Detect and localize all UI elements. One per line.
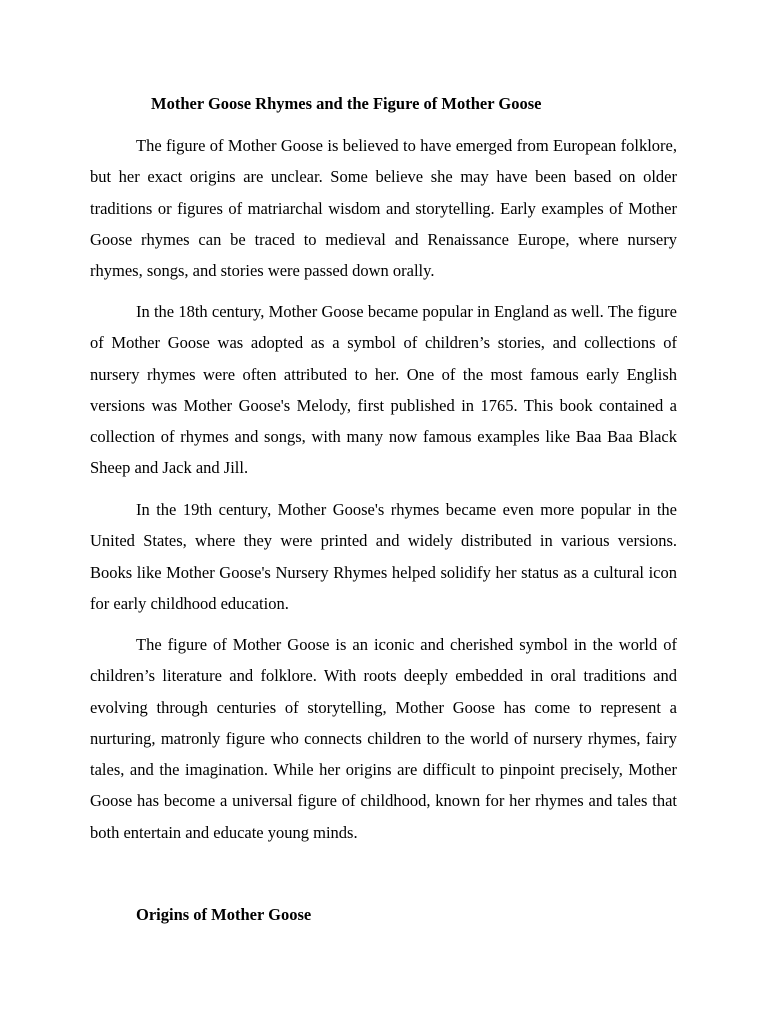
body-paragraph: In the 18th century, Mother Goose became popular in England as well. The figure of Mother Goose was adopted as a symbol of children’s stories, and collections of nursery rhymes were often attributed to her. One of the most famous early English versions was Mother Goose's Melody, first published in 1765. This book contained a collection of rhymes and songs, with many now famous examples like Baa Baa Black Sheep and Jack and Jill. bbox=[90, 302, 677, 478]
body-paragraph: The figure of Mother Goose is an iconic and cherished symbol in the world of children’s literature and folklore. With roots deeply embedded in oral traditions and evolving through centuries of storytelling, Mother Goose has come to represent a nurturing, matronly figure who connects children to the world of nursery rhymes, fairy tales, and the imagination. While her origins are difficult to pinpoint precisely, Mother Goose has become a universal figure of childhood, known for her rhymes and tales that both entertain and educate young minds. bbox=[90, 635, 677, 842]
document-title: Mother Goose Rhymes and the Figure of Mother Goose bbox=[151, 94, 542, 113]
section-heading: Origins of Mother Goose bbox=[136, 905, 312, 924]
body-paragraph: The figure of Mother Goose is believed to have emerged from European folklore, but her exact origins are unclear. Some believe she may have been based on older traditions or figures of matriarchal wisdom and storytelling. Early examples of Mother Goose rhymes can be traced to medieval and Renaissance Europe, where nursery rhymes, songs, and stories were passed down orally. bbox=[90, 136, 677, 281]
body-paragraph: In the 19th century, Mother Goose's rhymes became even more popular in the United States, where they were printed and widely distributed in various versions. Books like Mother Goose's Nursery Rhymes helped solidify her status as a cultural icon for early childhood education. bbox=[90, 500, 677, 613]
